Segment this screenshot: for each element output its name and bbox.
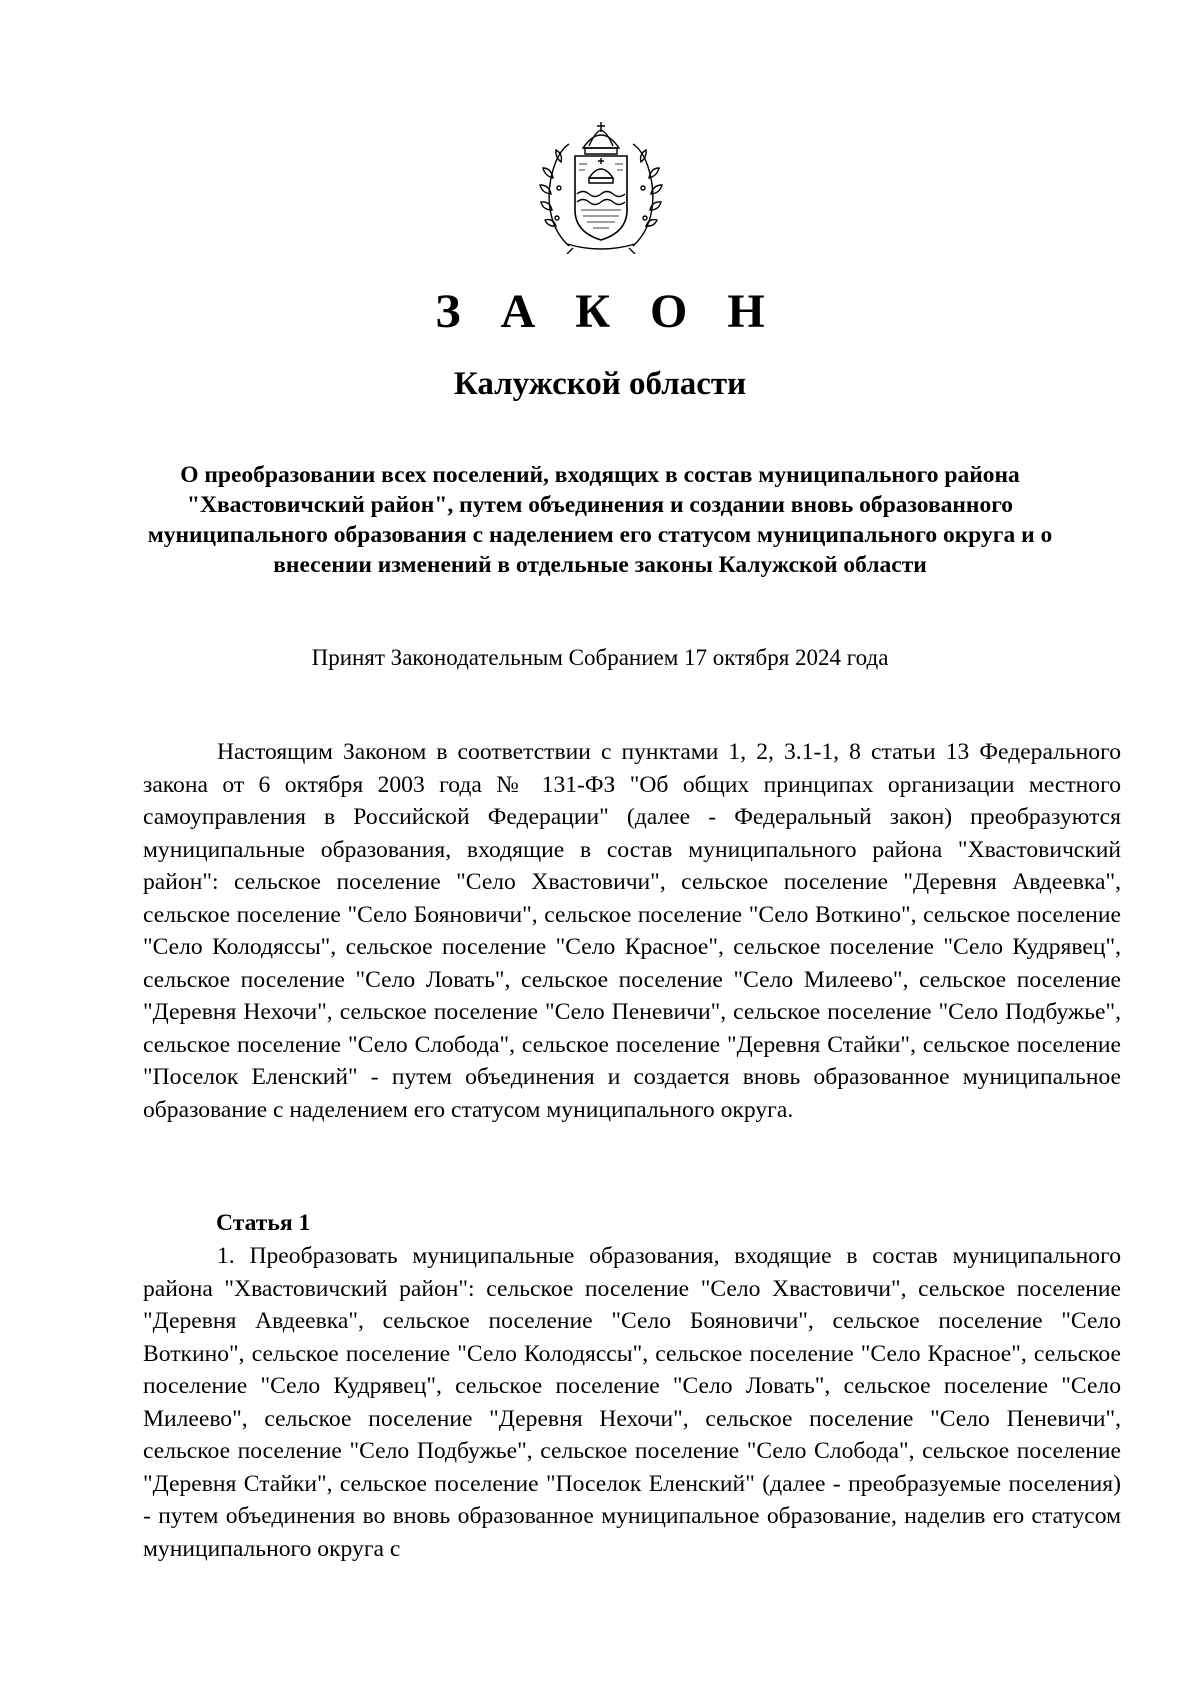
adoption-line: Принят Законодательным Собранием 17 октября 2024 года <box>311 645 889 670</box>
law-name: О преобразовании всех поселений, входящих в состав муниципального района "Хвастовичский район", путем объединения и создании вновь образованного муниципального образования с наделением его статусом муниципального округа и о внесении изменений в отдельные законы Калужской области <box>147 462 1053 578</box>
document-subtitle: Калужской области <box>453 366 747 402</box>
coat-of-arms-icon <box>539 118 663 254</box>
document-title: З А К О Н <box>435 285 779 338</box>
article-1-paragraph-1: 1. Преобразовать муниципальные образования, входящие в состав муниципального района "Хвастовичский район": сельское поселение "Село Хвастовичи", сельское поселение "Деревня Авдеевка", сельское поселение "Село Бояновичи", сельское поселение "Село Воткино", сельское поселение "Село Колодяссы", сельское поселение "Село Красное", сельское поселение "Село Кудрявец", сельское поселение "Село Ловать", сельское поселение "Село Милеево", сельское поселение "Деревня Нехочи", сельское поселение "Село Пеневичи", сельское поселение "Село Подбужье", сельское поселение "Село Слобода", сельское поселение "Деревня Стайки", сельское поселение "Поселок Еленский" (далее - преобразуемые поселения) - путем объединения во вновь образованное муниципальное образование, наделив его статусом муниципального округа с <box>143 1243 1121 1562</box>
preamble-paragraph: Настоящим Законом в соответствии с пунктами 1, 2, 3.1-1, 8 статьи 13 Федерального закона от 6 октября 2003 года № 131-ФЗ "Об общих принципах организации местного самоуправления в Российской Федерации" (далее - Федеральный закон) преобразуются муниципальные образования, входящие в состав муниципального района "Хвастовичский район": сельское поселение "Село Хвастовичи", сельское поселение "Деревня Авдеевка", сельское поселение "Село Бояновичи", сельское поселение "Село Воткино", сельское поселение "Село Колодяссы", сельское поселение "Село Красное", сельское поселение "Село Кудрявец", сельское поселение "Село Ловать", сельское поселение "Село Милеево", сельское поселение "Деревня Нехочи", сельское поселение "Село Пеневичи", сельское поселение "Село Подбужье", сельское поселение "Село Слобода", сельское поселение "Деревня Стайки", сельское поселение "Поселок Еленский" - путем объединения и создается вновь образованное муниципальное образование с наделением его статусом муниципального округа. <box>143 739 1121 1123</box>
article-1-heading: Статья 1 <box>216 1210 311 1236</box>
